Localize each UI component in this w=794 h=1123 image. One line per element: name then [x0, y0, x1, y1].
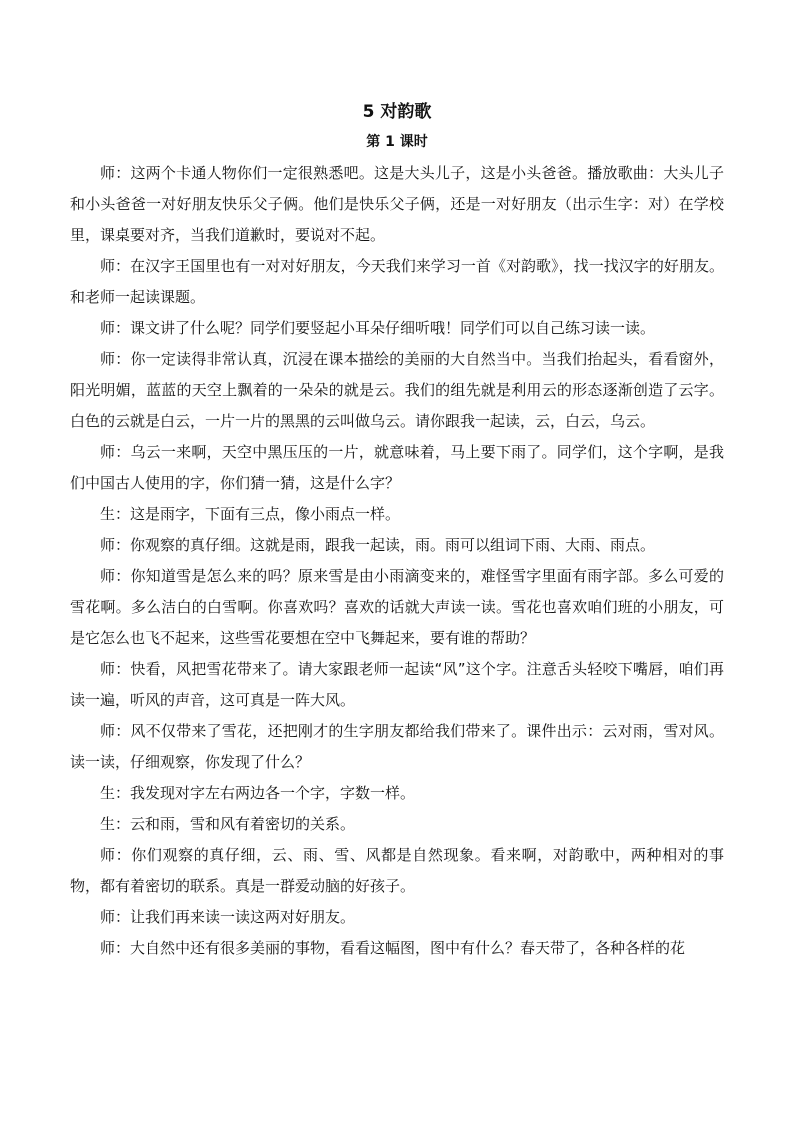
paragraph: 师：这两个卡通人物你们一定很熟悉吧。这是大头儿子，这是小头爸爸。播放歌曲：大头儿子和小头爸爸一对好朋友快乐父子俩。他们是快乐父子俩，还是一对好朋友（出示生字：对）在学校里，课桌要对齐，当我们道歉时，要说对不起。	[70, 164, 724, 244]
paragraph: 师：你观察的真仔细。这就是雨，跟我一起读，雨。雨可以组词下雨、大雨、雨点。	[100, 536, 656, 554]
paragraph: 师：大自然中还有很多美丽的事物，看看这幅图，图中有什么？春天带了，各种各样的花	[100, 939, 686, 957]
paragraph: 师：让我们再来读一读这两对好朋友。	[100, 908, 356, 926]
paragraph: 师：你知道雪是怎么来的吗？原来雪是由小雨滴变来的，难怪雪字里面有雨字部。多么可爱的雪花啊。多么洁白的白雪啊。你喜欢吗？喜欢的话就大声读一读。雪花也喜欢咱们班的小朋友，可是它怎么也飞不起来，这些雪花要想在空中飞舞起来，要有谁的帮助？	[70, 567, 724, 647]
paragraph: 生：这是雨字，下面有三点，像小雨点一样。	[100, 505, 401, 523]
document-body	[70, 158, 724, 964]
paragraph: 师：在汉字王国里也有一对对好朋友，今天我们来学习一首《对韵歌》，找一找汉字的好朋友。和老师一起读课题。	[70, 257, 724, 306]
paragraph: 生：云和雨，雪和风有着密切的关系。	[100, 815, 356, 833]
document-subtitle: 第 1 课时	[366, 134, 428, 150]
paragraph: 师：课文讲了什么呢？同学们要竖起小耳朵仔细听哦！同学们可以自己练习读一读。	[100, 319, 656, 337]
paragraph: 师：你一定读得非常认真，沉浸在课本描绘的美丽的大自然当中。当我们抬起头，看看窗外，阳光明媚，蓝蓝的天空上飘着的一朵朵的就是云。我们的组先就是利用云的形态逐渐创造了云字。白色的云就是白云，一片一片的黑黑的云叫做乌云。请你跟我一起读，云，白云，乌云。	[70, 350, 724, 430]
document-page	[70, 100, 724, 964]
paragraph: 师：你们观察的真仔细，云、雨、雪、风都是自然现象。看来啊，对韵歌中，两种相对的事物，都有着密切的联系。真是一群爱动脑的好孩子。	[70, 846, 724, 895]
paragraph: 师：乌云一来啊，天空中黑压压的一片，就意味着，马上要下雨了。同学们，这个字啊，是我们中国古人使用的字，你们猜一猜，这是什么字？	[70, 443, 724, 492]
paragraph: 生：我发现对字左右两边各一个字，字数一样。	[100, 784, 416, 802]
paragraph: 师：快看，风把雪花带来了。请大家跟老师一起读“风”这个字。注意舌头轻咬下嘴唇，咱们再读一遍，听风的声音，这可真是一阵大风。	[70, 660, 724, 709]
document-title: 5 对韵歌	[362, 102, 432, 122]
paragraph: 师：风不仅带来了雪花，还把刚才的生字朋友都给我们带来了。课件出示：云对雨，雪对风。读一读，仔细观察，你发现了什么？	[70, 722, 724, 771]
